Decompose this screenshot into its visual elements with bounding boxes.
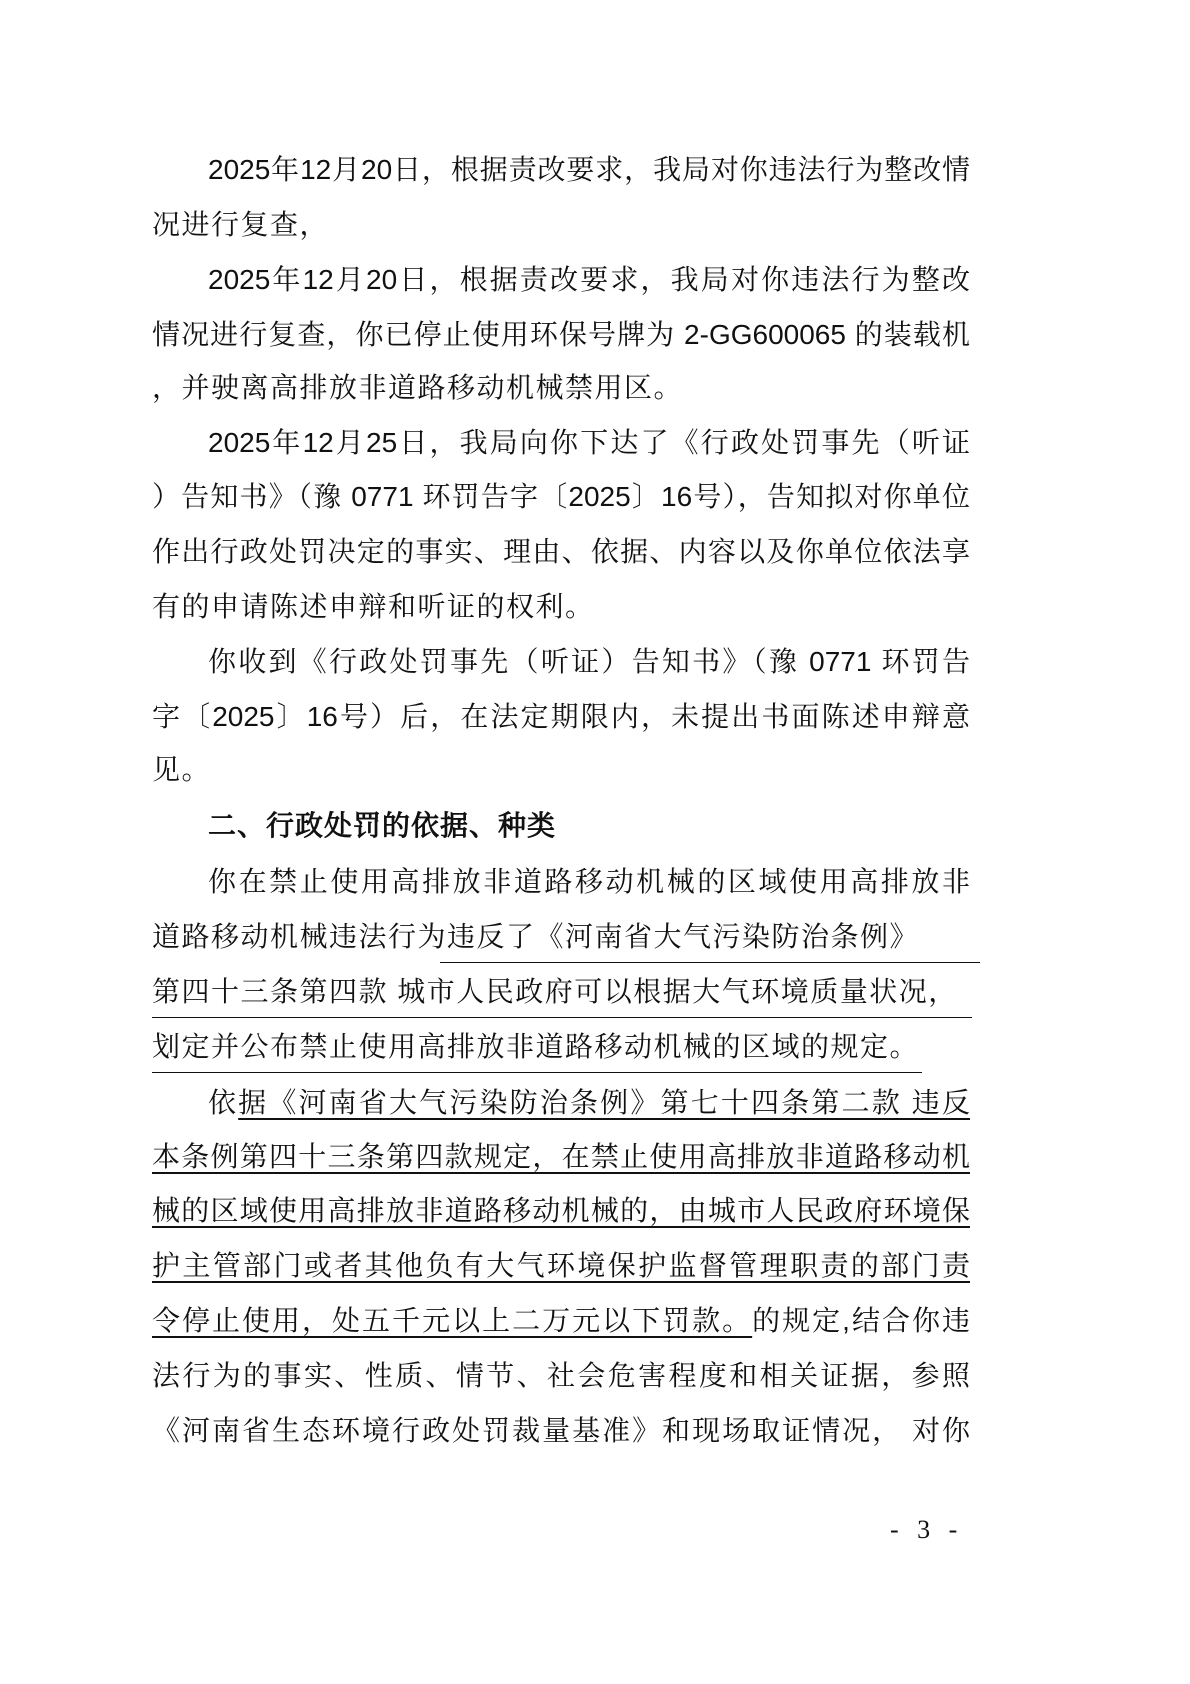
text-line: 有的申请陈述申辩和听证的权利。 <box>152 591 595 622</box>
text-segment: 依 <box>208 1087 239 1118</box>
underlined-line: 划定并公布禁止使用高排放非道路移动机械的区域的规定。 <box>152 1031 920 1062</box>
text-line <box>208 1083 970 1123</box>
text-line <box>152 917 970 957</box>
text-segment: 的规定,结合你违 <box>752 1305 970 1336</box>
text-line: 情况进行复查，你已停止使用环保号牌为 2-GG600065 的装载机 <box>152 319 970 350</box>
text-line: 你收到《行政处罚事先（听证）告知书》（豫 0771 环罚告 <box>208 646 970 677</box>
underline <box>440 962 980 963</box>
text-line: 《河南省生态环境行政处罚裁量基准》和现场取证情况， 对你 <box>152 1415 970 1446</box>
section-heading: 二、行政处罚的依据、种类 <box>208 810 557 841</box>
text-line: 法行为的事实、性质、情节、社会危害程度和相关证据，参照 <box>152 1360 970 1391</box>
text-line: 字〔2025〕16号）后，在法定期限内，未提出书面陈述申辩意 <box>152 701 970 732</box>
text-line: 作出行政处罚决定的事实、理由、依据、内容以及你单位依法享 <box>152 536 970 567</box>
text-line <box>152 1301 970 1341</box>
underlined-segment: 违反了《河南省大气污染防治条例》 <box>447 921 920 952</box>
text-line: ，并驶离高排放非道路移动机械禁用区。 <box>152 372 684 403</box>
underlined-segment: 据《河南省大气污染防治条例》第七十四条第二款 违反 <box>238 1087 970 1118</box>
text-segment: 道路移动机械违法行为 <box>152 921 448 952</box>
page-number: - 3 - <box>890 1515 964 1544</box>
underlined-line: 护主管部门或者其他负有大气环境保护监督管理职责的部门责 <box>152 1250 970 1281</box>
text-line: ）告知书》（豫 0771 环罚告字〔2025〕16号），告知拟对你单位 <box>152 481 970 512</box>
underlined-line: 第四十三条第四款 城市人民政府可以根据大气环境质量状况， <box>152 976 958 1007</box>
underlined-line: 本条例第四十三条第四款规定，在禁止使用高排放非道路移动机 <box>152 1141 970 1172</box>
text-line: 2025年12月25日，我局向你下达了《行政处罚事先（听证 <box>208 427 970 458</box>
text-line: 见。 <box>152 754 212 785</box>
underlined-line: 械的区域使用高排放非道路移动机械的，由城市人民政府环境保 <box>152 1195 970 1226</box>
underline <box>152 1017 972 1018</box>
text-line: 2025年12月20日，根据责改要求，我局对你违法行为整改 <box>208 264 970 295</box>
text-line: 2025年12月20日，根据责改要求，我局对你违法行为整改情 <box>208 154 970 185</box>
underline <box>152 1072 922 1073</box>
text-line: 你在禁止使用高排放非道路移动机械的区域使用高排放非 <box>208 866 970 897</box>
text-line: 况进行复查， <box>152 209 330 240</box>
underlined-segment: 令停止使用，处五千元以上二万元以下罚款。 <box>152 1305 753 1336</box>
